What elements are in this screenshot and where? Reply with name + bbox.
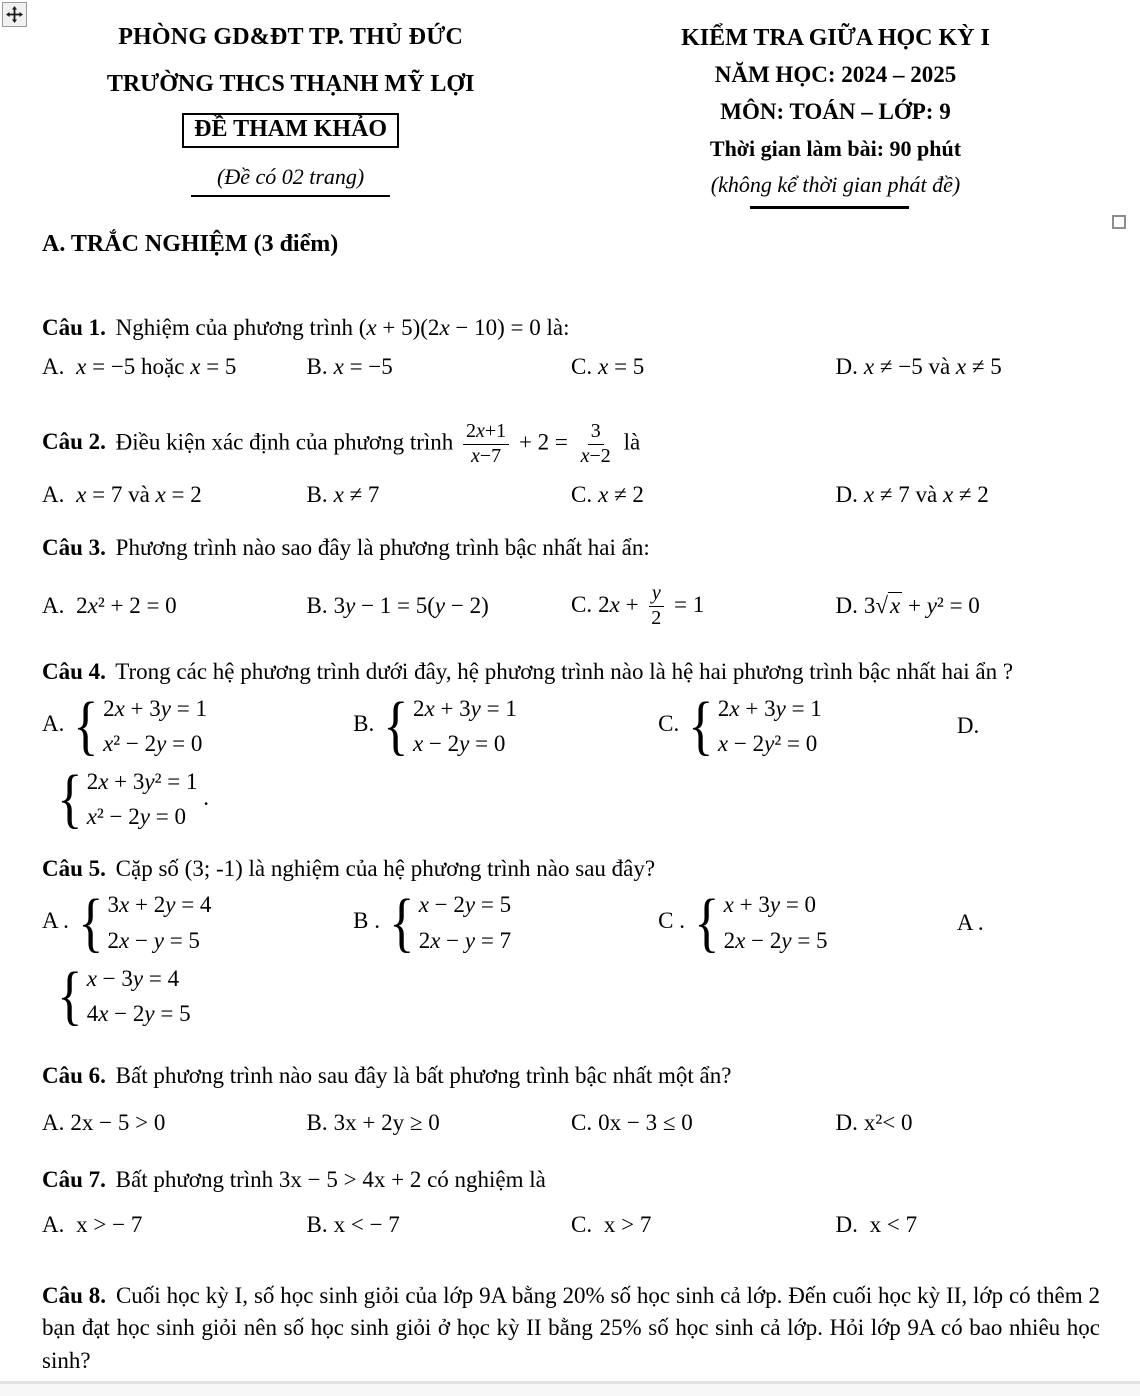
option-1 [42, 354, 307, 380]
option-content: x < − 7 [333, 1212, 400, 1238]
option-content: 2x² + 2 = 0 [70, 593, 177, 619]
option-content: x = −5 [333, 354, 393, 380]
options-row [42, 887, 1100, 958]
exam-type-box: ĐỀ THAM KHẢO [182, 113, 399, 148]
option-4 [957, 910, 1100, 936]
question-6 [42, 1060, 1100, 1136]
question-7 [42, 1164, 1100, 1238]
option-content [70, 689, 207, 763]
option-4 [836, 482, 1101, 508]
option-label: A. [42, 354, 65, 380]
option-label: D. [956, 713, 980, 739]
option-label: C. [571, 354, 593, 380]
option-label: A. [42, 593, 65, 619]
option-content: 3√x + y² = 0 [863, 593, 980, 619]
option-1 [42, 1212, 307, 1238]
exam-title: KIỂM TRA GIỮA HỌC KỲ I [681, 25, 990, 51]
option-content: x < 7 [863, 1212, 918, 1238]
subject-grade: MÔN: TOÁN – LỚP: 9 [720, 99, 951, 124]
question-number: Câu 3. [42, 535, 106, 561]
square-root: √x [875, 593, 901, 619]
option-label: B. [306, 593, 328, 619]
option-label: C. [571, 482, 593, 508]
option-content: 3y − 1 = 5(y − 2) [333, 593, 489, 619]
question-number: Câu 4. [42, 659, 106, 685]
option-content: 0x − 3 ≤ 0 [598, 1110, 693, 1136]
options-row [42, 1110, 1100, 1136]
question-8 [42, 1280, 1100, 1377]
option-content [380, 689, 517, 763]
header-right-block [571, 16, 1100, 209]
option-4 [836, 593, 1101, 619]
system-brace: { [73, 689, 99, 763]
option-4 [836, 1110, 1101, 1136]
system-brace: { [688, 689, 714, 763]
option-content [386, 885, 512, 959]
option-label: A . [42, 908, 69, 934]
question-prompt: Câu 5. Cặp số (3; -1) là nghiệm của hệ phương trình nào sau đây? [42, 856, 656, 882]
option-label: A. [42, 482, 65, 508]
option-content: x > 7 [598, 1212, 652, 1238]
question-1 [42, 312, 1100, 380]
fraction: $\frac{3}{x-2}$ [580, 420, 611, 468]
move-arrows-icon [6, 6, 23, 23]
option-1 [42, 1110, 307, 1136]
questions-container [42, 312, 1100, 1377]
option-3 [658, 887, 957, 958]
option-content [685, 689, 822, 763]
option-2 [307, 593, 572, 619]
equation-system: { 2x + 3y = 1 x − 2y² = 0 [688, 689, 822, 763]
options-row [42, 1212, 1100, 1238]
system-brace: { [57, 959, 83, 1033]
exam-header [42, 16, 1100, 209]
option-content: 3x + 2y ≥ 0 [333, 1110, 440, 1136]
option-content: 2x − 5 > 0 [70, 1110, 166, 1136]
option-content: x = 7 và x = 2 [76, 482, 202, 508]
school-year: NĂM HỌC: 2024 – 2025 [714, 62, 957, 87]
option-content: x ≠ −5 và x ≠ 5 [863, 354, 1002, 380]
option-label: D. [835, 354, 858, 380]
option-1 [42, 482, 307, 508]
question-number: Câu 2. [42, 429, 106, 455]
options-row [42, 354, 1100, 380]
options-row [42, 582, 1100, 630]
system-brace: { [57, 762, 83, 836]
question-number: Câu 1. [42, 315, 106, 340]
option-label: A . [956, 909, 984, 935]
equation-system: { 3x + 2y = 4 2x − y = 5 [78, 885, 212, 959]
equation-system: { x − 2y = 5 2x − y = 7 [389, 885, 512, 959]
option-label: C . [658, 908, 685, 934]
equation-system: { x − 3y = 4 4x − 2y = 5 [57, 959, 191, 1033]
equation-system: { 2x + 3y = 1 x − 2y = 0 [383, 689, 517, 763]
option-1 [42, 593, 307, 619]
question-prompt: Câu 7. Bất phương trình 3x − 5 > 4x + 2 có nghiệm là [42, 1167, 546, 1193]
option-4 [836, 1212, 1101, 1238]
option-3 [571, 482, 836, 508]
option-label: B. [306, 482, 328, 508]
option-continuation: { 2x + 3y² = 1 x² − 2y = 0 . [42, 764, 1100, 835]
option-2 [307, 482, 572, 508]
option-1 [42, 887, 353, 958]
option-content: x ≠ 7 và x ≠ 2 [863, 482, 989, 508]
section-a-title: A. TRẮC NGHIỆM (3 điểm) [42, 231, 339, 257]
fraction: $\frac{2x+1}{x-7}$ [463, 420, 509, 468]
options-row [42, 482, 1100, 508]
system-brace: { [389, 885, 415, 959]
option-2 [353, 691, 658, 762]
option-3 [571, 582, 836, 630]
option-label: D. [835, 1110, 858, 1136]
question-prompt: Câu 6. Bất phương trình nào sau đây là bất phương trình bậc nhất một ẩn? [42, 1062, 732, 1088]
question-number: Câu 5. [42, 856, 106, 882]
option-label: B. [353, 711, 375, 737]
system-brace: { [78, 885, 104, 959]
question-number: Câu 8. [42, 1283, 107, 1309]
option-label: B. [306, 1212, 328, 1238]
question-prompt: Câu 4. Trong các hệ phương trình dưới đây, hệ phương trình nào là hệ hai phương trình bậc nhất hai ẩn ? [42, 659, 1014, 685]
option-label: D. [835, 482, 858, 508]
option-3 [571, 1110, 836, 1136]
equation-system: { 2x + 3y² = 1 x² − 2y = 0 [57, 762, 198, 836]
equation-system: { x + 3y = 0 2x − 2y = 5 [694, 885, 828, 959]
option-content: x = −5 hoặc x = 5 [76, 354, 237, 380]
option-label: B. [306, 354, 328, 380]
resize-handle-icon[interactable] [1112, 215, 1126, 229]
option-continuation [42, 961, 1100, 1032]
option-4 [957, 713, 1100, 739]
option-label: B. [306, 1110, 328, 1136]
option-content: 2x + $\frac{y}{2}$ = 1 [598, 582, 705, 630]
option-3 [658, 691, 957, 762]
option-label: C. [571, 1110, 593, 1136]
option-content [75, 885, 212, 959]
option-content: x ≠ 7 [333, 482, 380, 508]
option-content [691, 885, 828, 959]
question-4 [42, 656, 1100, 835]
question-prompt: Câu 2. Điều kiện xác định của phương trình $\frac{2x+1}{x-7}$ + 2 = $\frac{3}{x-2}$ là [42, 420, 641, 468]
option-label: C. [571, 591, 593, 617]
question-number: Câu 6. [42, 1062, 106, 1088]
option-content: x²< 0 [863, 1110, 913, 1136]
pages-note: (Đề có 02 trang) [42, 164, 539, 197]
system-brace: { [694, 885, 720, 959]
department-name: PHÒNG GD&ĐT TP. THỦ ĐỨC [118, 24, 464, 50]
option-label: A. [42, 711, 65, 737]
question-prompt: Câu 8. Cuối học kỳ I, số học sinh giỏi của lớp 9A bằng 20% số học sinh cả lớp. Đến cuối học kỳ II, lớp có thêm 2 bạn đạt học sinh giỏi nên số học sinh giỏi ở học kỳ II bằng 25% số học sinh cả lớp. Hỏi lớp 9A có bao nhiêu học sinh? [42, 1283, 1100, 1373]
option-label: D. [835, 593, 858, 619]
option-2 [307, 354, 572, 380]
question-prompt: Câu 3. Phương trình nào sao đây là phương trình bậc nhất hai ẩn: [42, 535, 650, 561]
option-content: x = 5 [598, 354, 645, 380]
options-row [42, 691, 1100, 762]
option-4 [836, 354, 1101, 380]
school-name: TRƯỜNG THCS THẠNH MỸ LỢI [106, 71, 475, 97]
option-label: A. [42, 1212, 65, 1238]
option-label: D. [835, 1212, 858, 1238]
question-3 [42, 532, 1100, 630]
option-content: x ≠ 2 [598, 482, 644, 508]
option-label: B . [353, 908, 381, 934]
header-left-block [42, 16, 539, 197]
equation-system: { 2x + 3y = 1 x² − 2y = 0 [73, 689, 207, 763]
option-label: A. [42, 1110, 65, 1136]
question-number: Câu 7. [42, 1167, 106, 1193]
option-2 [353, 887, 658, 958]
option-label: C. [658, 711, 680, 737]
option-2 [307, 1110, 572, 1136]
option-1 [42, 691, 353, 762]
option-label: C. [571, 1212, 593, 1238]
exam-duration: Thời gian làm bài: 90 phút [709, 136, 962, 161]
move-handle-icon[interactable] [2, 2, 27, 27]
option-content: x > − 7 [70, 1212, 143, 1238]
duration-note: (không kể thời gian phát đề) [571, 167, 1100, 209]
question-5 [42, 853, 1100, 1032]
option-2 [307, 1212, 572, 1238]
question-2 [42, 420, 1100, 508]
system-brace: { [383, 689, 409, 763]
option-3 [571, 354, 836, 380]
page-boundary [0, 1381, 1140, 1396]
option-3 [571, 1212, 836, 1238]
fraction: $\frac{y}{2}$ [648, 582, 664, 630]
question-prompt: Câu 1. Nghiệm của phương trình (x + 5)(2x − 10) = 0 là: [42, 315, 570, 340]
